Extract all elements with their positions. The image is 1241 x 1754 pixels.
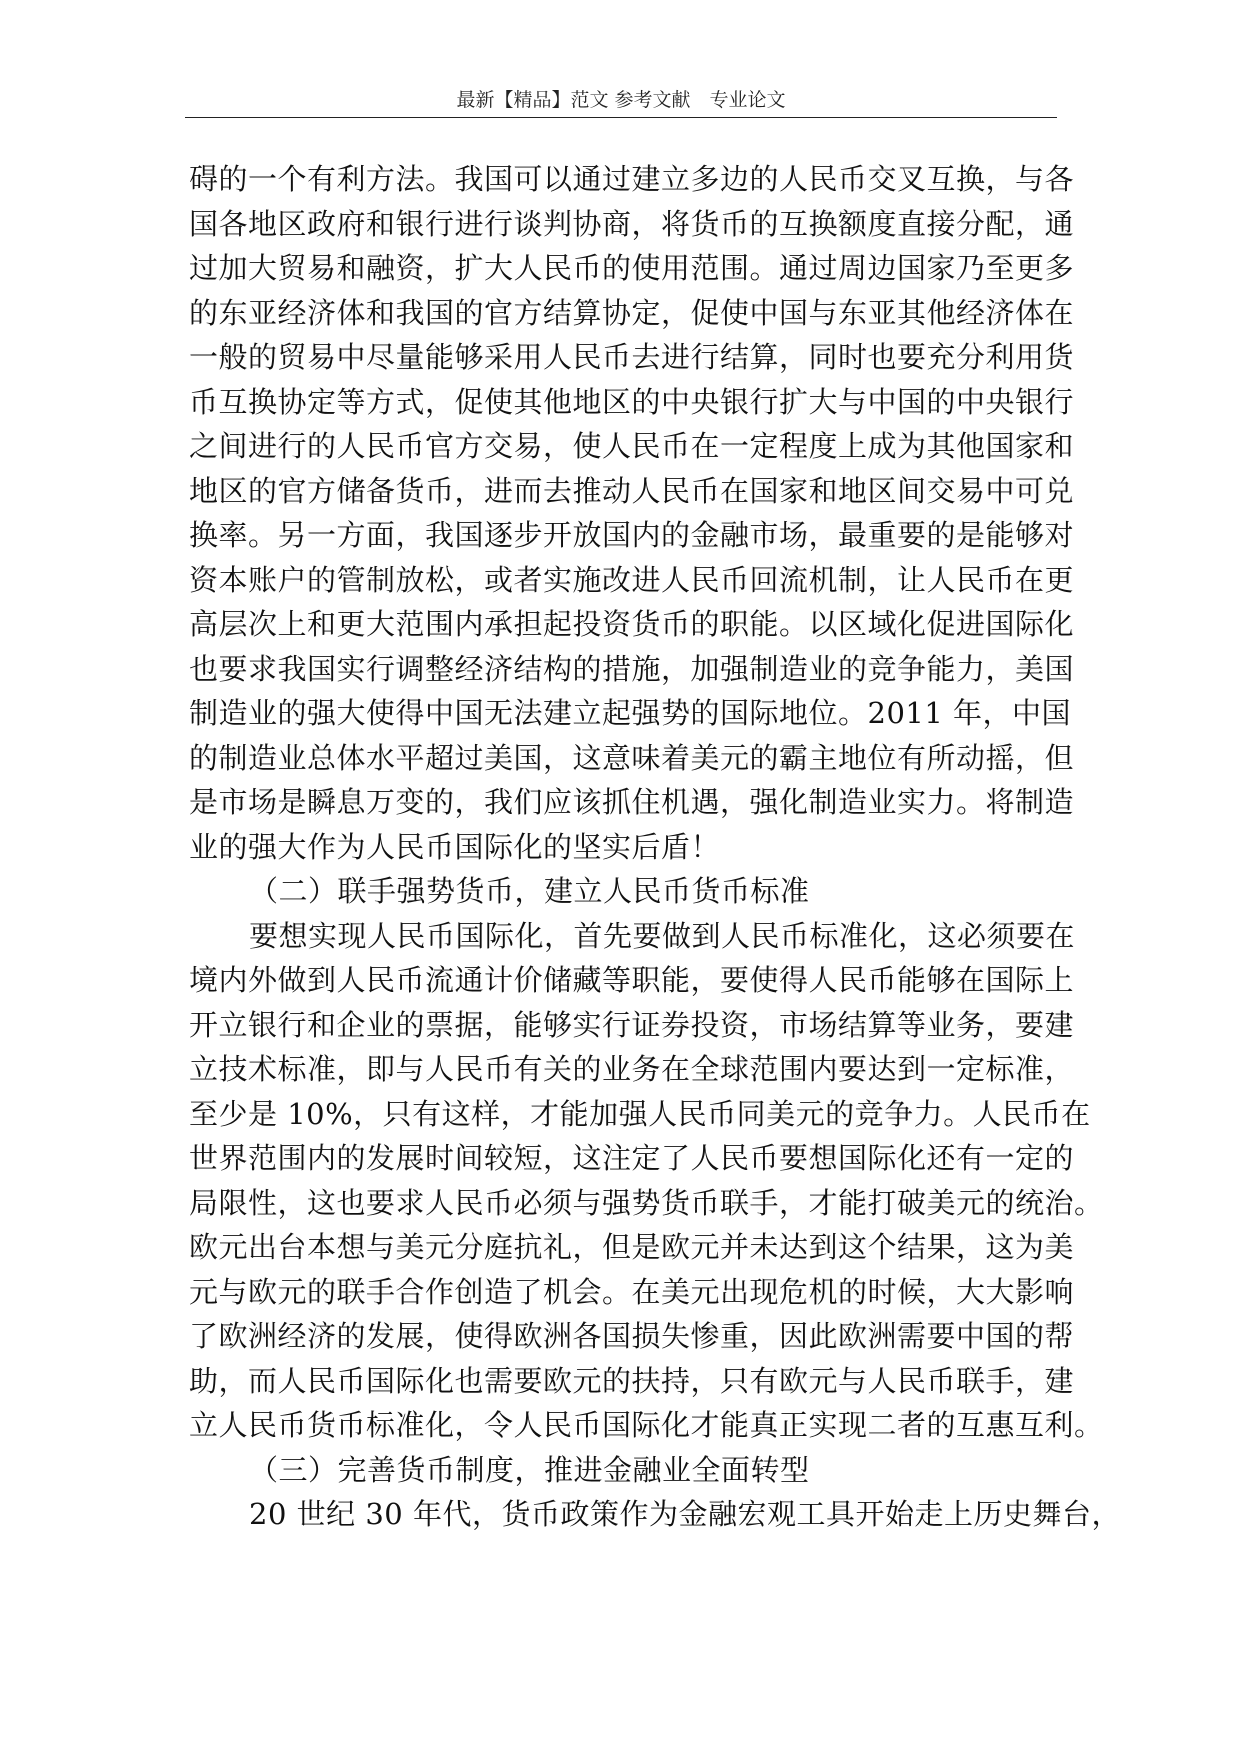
body-line: 币互换协定等方式，促使其他地区的中央银行扩大与中国的中央银行 — [189, 384, 1075, 419]
body-line: 了欧洲经济的发展，使得欧洲各国损失惨重，因此欧洲需要中国的帮 — [189, 1319, 1075, 1353]
body-line: 至少是 10%，只有这样，才能加强人民币同美元的竞争力。人民币在 — [189, 1096, 1091, 1131]
body-line: 境内外做到人民币流通计价储藏等职能，要使得人民币能够在国际上 — [189, 963, 1075, 997]
body-line: 助，而人民币国际化也需要欧元的扶持，只有欧元与人民币联手，建 — [189, 1363, 1075, 1398]
section-heading: （三）完善货币制度，推进金融业全面转型 — [249, 1452, 810, 1487]
body-line: 的制造业总体水平超过美国，这意味着美元的霸主地位有所动摇，但 — [189, 740, 1075, 775]
body-line: 业的强大作为人民币国际化的坚实后盾！ — [189, 829, 721, 864]
page-header: 最新【精品】范文 参考文献 专业论文 — [456, 89, 786, 111]
document-body — [189, 157, 1121, 1537]
body-line: 的东亚经济体和我国的官方结算协定，促使中国与东亚其他经济体在 — [189, 295, 1075, 330]
body-line: 高层次上和更大范围内承担起投资货币的职能。以区域化促进国际化 — [189, 607, 1075, 641]
body-line: 要想实现人民币国际化，首先要做到人民币标准化，这必须要在 — [249, 918, 1076, 953]
body-line: 是市场是瞬息万变的，我们应该抓住机遇，强化制造业实力。将制造 — [189, 785, 1075, 819]
body-line: 欧元出台本想与美元分庭抗礼，但是欧元并未达到这个结果，这为美 — [189, 1230, 1075, 1264]
body-line: 之间进行的人民币官方交易，使人民币在一定程度上成为其他国家和 — [189, 429, 1075, 463]
body-line: 资本账户的管制放松，或者实施改进人民币回流机制，让人民币在更 — [189, 562, 1075, 597]
body-line: 立人民币货币标准化，令人民币国际化才能真正实现二者的互惠互利。 — [189, 1408, 1104, 1442]
body-line: 立技术标准，即与人民币有关的业务在全球范围内要达到一定标准， — [189, 1052, 1075, 1086]
body-line: 局限性，这也要求人民币必须与强势货币联手，才能打破美元的统治。 — [189, 1185, 1104, 1220]
body-line: 也要求我国实行调整经济结构的措施，加强制造业的竞争能力，美国 — [189, 651, 1075, 686]
body-line: 元与欧元的联手合作创造了机会。在美元出现危机的时候，大大影响 — [189, 1274, 1075, 1309]
body-line: 开立银行和企业的票据，能够实行证券投资，市场结算等业务，要建 — [189, 1007, 1075, 1042]
body-line: 地区的官方储备货币，进而去推动人民币在国家和地区间交易中可兑 — [189, 473, 1075, 508]
body-line: 过加大贸易和融资，扩大人民币的使用范围。通过周边国家乃至更多 — [189, 251, 1075, 285]
body-line: 碍的一个有利方法。我国可以通过建立多边的人民币交叉互换，与各 — [189, 162, 1075, 196]
body-line: 20 世纪 30 年代，货币政策作为金融宏观工具开始走上历史舞台， — [249, 1497, 1121, 1531]
body-line: 制造业的强大使得中国无法建立起强势的国际地位。2011 年，中国 — [189, 696, 1072, 730]
body-line: 国各地区政府和银行进行谈判协商，将货币的互换额度直接分配，通 — [189, 206, 1075, 241]
body-line: 一般的贸易中尽量能够采用人民币去进行结算，同时也要充分利用货 — [189, 340, 1075, 374]
body-line: 换率。另一方面，我国逐步开放国内的金融市场，最重要的是能够对 — [189, 518, 1075, 552]
section-heading: （二）联手强势货币，建立人民币货币标准 — [249, 874, 810, 908]
body-line: 世界范围内的发展时间较短，这注定了人民币要想国际化还有一定的 — [189, 1141, 1075, 1175]
header-divider — [185, 117, 1057, 118]
